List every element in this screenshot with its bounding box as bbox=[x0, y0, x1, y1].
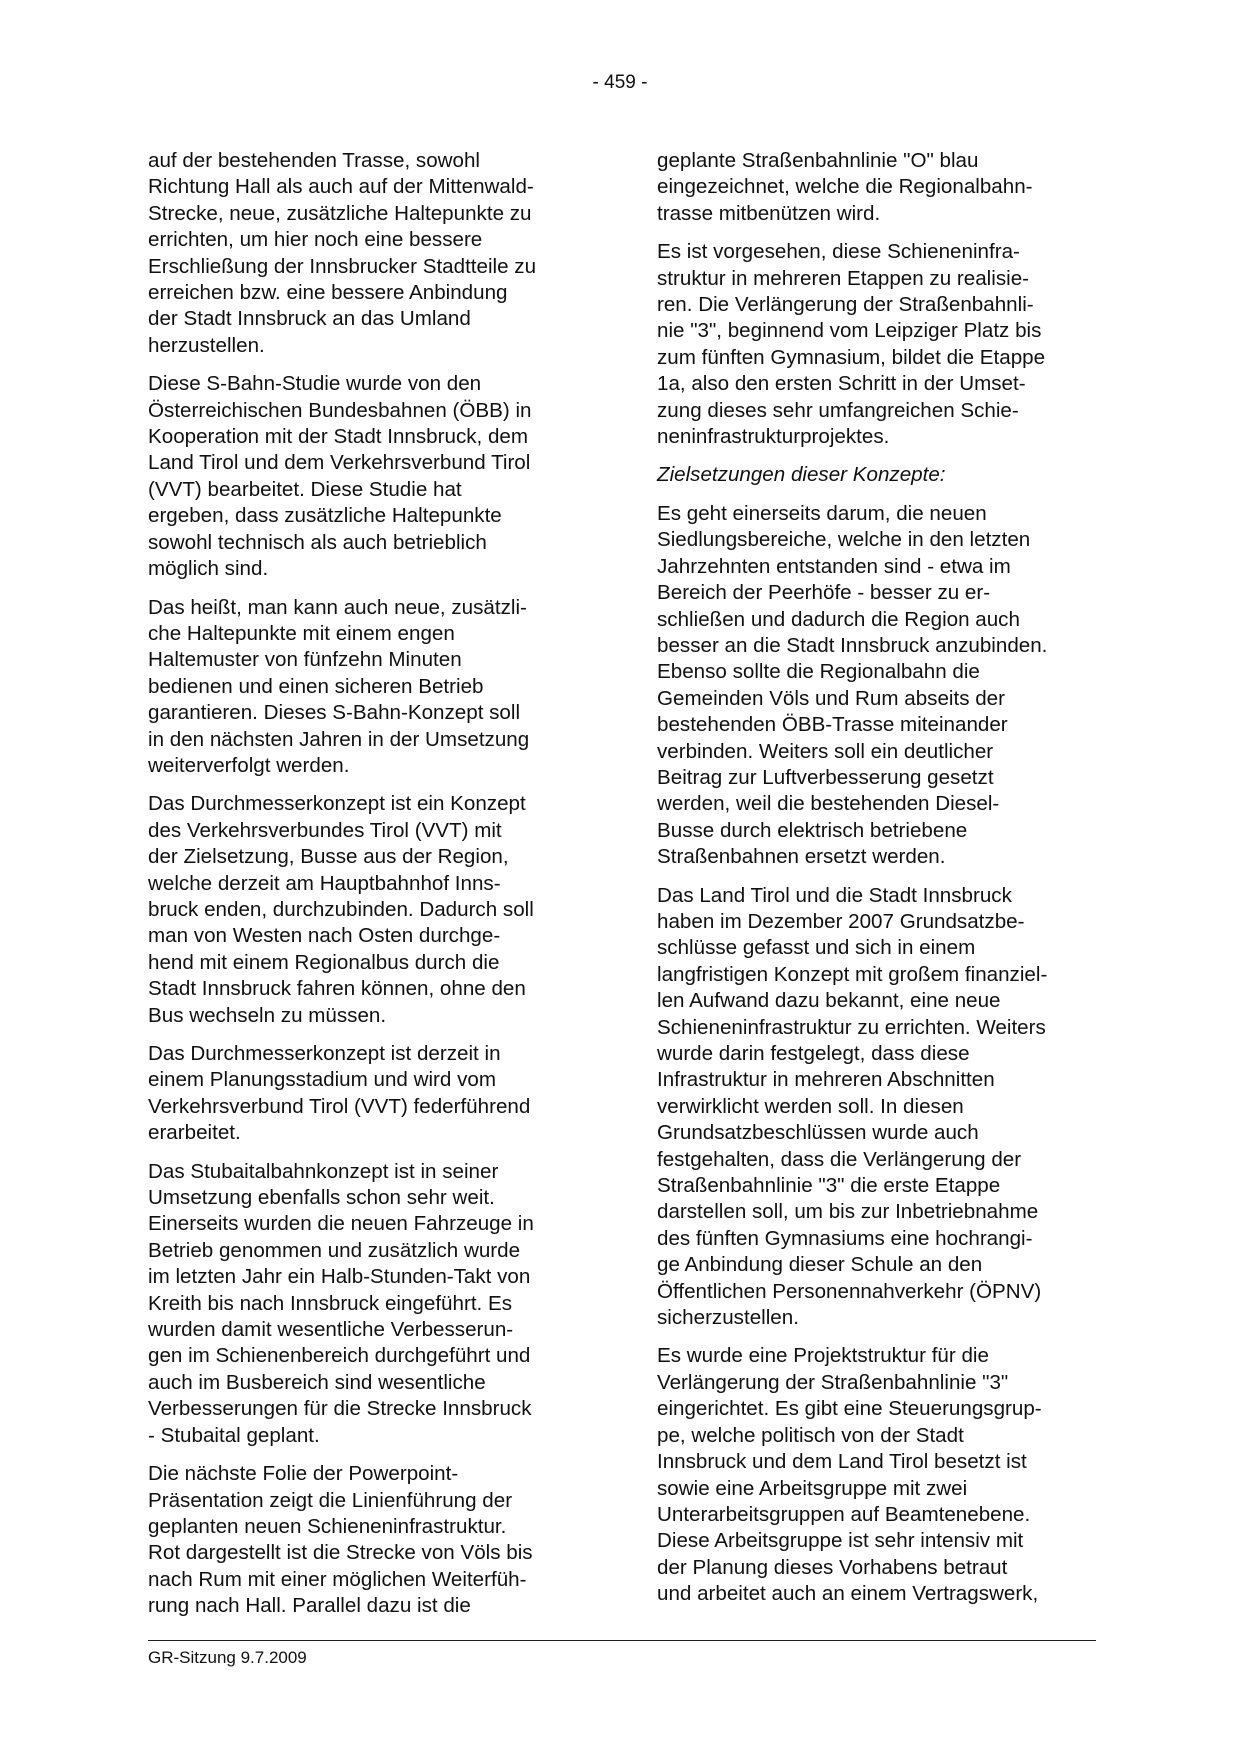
left-text-column bbox=[148, 148, 593, 1632]
text-line: 1a, also den ersten Schritt in der Umset- bbox=[657, 372, 1026, 396]
text-line: trasse mitbenützen wird. bbox=[657, 201, 881, 225]
text-line: Präsentation zeigt die Linienführung der bbox=[148, 1488, 513, 1512]
text-line: im letzten Jahr ein Halb-Stunden-Takt von bbox=[148, 1265, 531, 1289]
paragraph bbox=[148, 1041, 593, 1147]
footer-divider bbox=[148, 1640, 1096, 1641]
text-line: Busse durch elektrisch betriebene bbox=[657, 818, 968, 842]
text-line: Jahrzehnten entstanden sind - etwa im bbox=[657, 554, 1011, 578]
text-line: besser an die Stadt Innsbruck anzubinden. bbox=[657, 633, 1048, 657]
text-line: schließen und dadurch die Region auch bbox=[657, 607, 1020, 631]
text-line: wurde darin festgelegt, dass diese bbox=[657, 1042, 970, 1065]
text-line: Schieneninfrastruktur zu errichten. Weiters bbox=[657, 1015, 1046, 1039]
text-line: Grundsatzbeschlüssen wurde auch bbox=[657, 1121, 979, 1145]
text-line: wurden damit wesentliche Verbesserun- bbox=[148, 1318, 514, 1342]
text-line: Straßenbahnen ersetzt werden. bbox=[657, 845, 946, 869]
paragraph bbox=[657, 501, 1097, 871]
text-line: Verlängerung der Straßenbahnlinie "3" bbox=[657, 1370, 1009, 1394]
paragraph bbox=[657, 1343, 1097, 1607]
text-line: eingerichtet. Es gibt eine Steuerungsgrup- bbox=[657, 1397, 1042, 1421]
text-line: weiterverfolgt werden. bbox=[148, 753, 350, 777]
text-line: Öffentlichen Personennahverkehr (ÖPNV) bbox=[657, 1279, 1042, 1303]
text-line: Österreichischen Bundesbahnen (ÖBB) in bbox=[148, 398, 532, 422]
text-line: Die nächste Folie der Powerpoint- bbox=[148, 1462, 459, 1486]
paragraph bbox=[148, 1461, 593, 1619]
text-line: ge Anbindung dieser Schule an den bbox=[657, 1253, 983, 1277]
text-line: Es geht einerseits darum, die neuen bbox=[657, 501, 987, 525]
text-line: - Stubaital geplant. bbox=[148, 1423, 320, 1447]
text-line: erreichen bzw. eine bessere Anbindung bbox=[148, 281, 508, 305]
text-line: sicherzustellen. bbox=[657, 1306, 799, 1330]
text-line: Umsetzung ebenfalls schon sehr weit. bbox=[148, 1186, 495, 1210]
text-line: bruck enden, durchzubinden. Dadurch soll bbox=[148, 897, 534, 921]
text-line: che Haltepunkte mit einem engen bbox=[148, 621, 455, 645]
text-line: der Planung dieses Vorhabens betraut bbox=[657, 1555, 1008, 1579]
paragraph bbox=[657, 239, 1097, 450]
text-line: Das Durchmesserkonzept ist ein Konzept bbox=[148, 792, 526, 816]
text-line: eingezeichnet, welche die Regionalbahn- bbox=[657, 175, 1033, 199]
paragraph bbox=[657, 883, 1097, 1332]
text-line: Gemeinden Völs und Rum abseits der bbox=[657, 686, 1005, 710]
text-line: langfristigen Konzept mit großem finanziel- bbox=[657, 962, 1048, 986]
text-line: des fünften Gymnasiums eine hochrangi- bbox=[657, 1226, 1033, 1250]
paragraph bbox=[148, 148, 593, 359]
text-line: Rot dargestellt ist die Strecke von Völs bis bbox=[148, 1541, 533, 1565]
text-line: Verbesserungen für die Strecke Innsbruck bbox=[148, 1397, 532, 1421]
text-line: nie "3", beginnend vom Leipziger Platz bis bbox=[657, 319, 1042, 343]
text-line: Siedlungsbereiche, welche in den letzten bbox=[657, 528, 1031, 552]
text-line: Innsbruck und dem Land Tirol besetzt ist bbox=[657, 1450, 1027, 1474]
text-line: werden, weil die bestehenden Diesel- bbox=[657, 792, 1000, 816]
text-line: Bus wechseln zu müssen. bbox=[148, 1003, 387, 1027]
text-line: verwirklicht werden soll. In diesen bbox=[657, 1094, 964, 1118]
text-line: und arbeitet auch an einem Vertragswerk, bbox=[657, 1582, 1039, 1606]
text-line: auf der bestehenden Trasse, sowohl bbox=[148, 149, 481, 172]
text-line: zung dieses sehr umfangreichen Schie- bbox=[657, 398, 1019, 422]
text-line: sowohl technisch als auch betrieblich bbox=[148, 530, 487, 554]
text-line: struktur in mehreren Etappen zu realisie- bbox=[657, 266, 1030, 290]
text-line: bedienen und einen sicheren Betrieb bbox=[148, 674, 484, 698]
text-line: Es ist vorgesehen, diese Schieneninfra- bbox=[657, 240, 1020, 264]
text-line: geplanten neuen Schieneninfrastruktur. bbox=[148, 1514, 507, 1538]
text-line: der Stadt Innsbruck an das Umland bbox=[148, 307, 471, 331]
text-line: möglich sind. bbox=[148, 557, 269, 581]
text-line: herzustellen. bbox=[148, 333, 265, 357]
text-line: Erschließung der Innsbrucker Stadtteile zu bbox=[148, 254, 537, 278]
text-line: erarbeitet. bbox=[148, 1121, 241, 1145]
text-line: in den nächsten Jahren in der Umsetzung bbox=[148, 727, 530, 751]
text-line: Haltemuster von fünfzehn Minuten bbox=[148, 648, 462, 672]
text-line: rung nach Hall. Parallel dazu ist die bbox=[148, 1594, 471, 1618]
text-line: hend mit einem Regionalbus durch die bbox=[148, 950, 500, 974]
text-line: neninfrastrukturprojektes. bbox=[657, 425, 890, 449]
paragraph bbox=[148, 1159, 593, 1449]
text-line: (VVT) bearbeitet. Diese Studie hat bbox=[148, 477, 462, 501]
text-line: welche derzeit am Hauptbahnhof Inns- bbox=[148, 871, 501, 895]
text-line: Das heißt, man kann auch neue, zusätzli- bbox=[148, 595, 527, 619]
text-line: haben im Dezember 2007 Grundsatzbe- bbox=[657, 909, 1025, 933]
text-line: garantieren. Dieses S-Bahn-Konzept soll bbox=[148, 701, 521, 725]
text-line: Das Land Tirol und die Stadt Innsbruck bbox=[657, 883, 1012, 907]
text-line: Einerseits wurden die neuen Fahrzeuge in bbox=[148, 1212, 534, 1236]
text-line: Infrastruktur in mehreren Abschnitten bbox=[657, 1068, 995, 1092]
paragraph bbox=[148, 595, 593, 780]
text-line: Das Stubaitalbahnkonzept ist in seiner bbox=[148, 1159, 499, 1183]
text-line: auch im Busbereich sind wesentliche bbox=[148, 1370, 486, 1394]
text-line: bestehenden ÖBB-Trasse miteinander bbox=[657, 713, 1008, 737]
text-line: Richtung Hall als auch auf der Mittenwald- bbox=[148, 175, 534, 199]
text-line: Kooperation mit der Stadt Innsbruck, dem bbox=[148, 425, 529, 449]
right-text-column bbox=[657, 148, 1097, 1620]
text-line: sowie eine Arbeitsgruppe mit zwei bbox=[657, 1476, 968, 1500]
text-line: verbinden. Weiters soll ein deutlicher bbox=[657, 739, 994, 763]
page-number: - 459 - bbox=[592, 72, 648, 93]
text-line: Unterarbeitsgruppen auf Beamtenebene. bbox=[657, 1502, 1031, 1526]
text-line: Ebenso sollte die Regionalbahn die bbox=[657, 660, 980, 684]
text-line: festgehalten, dass die Verlängerung der bbox=[657, 1147, 1022, 1171]
text-line: darstellen soll, um bis zur Inbetriebnahme bbox=[657, 1200, 1039, 1224]
text-line: Diese S-Bahn-Studie wurde von den bbox=[148, 372, 482, 396]
text-line: Bereich der Peerhöfe - besser zu er- bbox=[657, 581, 991, 605]
text-line: der Zielsetzung, Busse aus der Region, bbox=[148, 845, 509, 869]
text-line: len Aufwand dazu bekannt, eine neue bbox=[657, 989, 1001, 1013]
text-line: des Verkehrsverbundes Tirol (VVT) mit bbox=[148, 818, 502, 842]
text-line: einem Planungsstadium und wird vom bbox=[148, 1068, 496, 1092]
text-line: errichten, um hier noch eine bessere bbox=[148, 228, 483, 252]
footer-session-label: GR-Sitzung 9.7.2009 bbox=[148, 1648, 307, 1667]
text-line: ergeben, dass zusätzliche Haltepunkte bbox=[148, 504, 502, 528]
text-line: Zielsetzungen dieser Konzepte: bbox=[657, 463, 946, 487]
text-line: Diese Arbeitsgruppe ist sehr intensiv mit bbox=[657, 1529, 1024, 1553]
text-line: nach Rum mit einer möglichen Weiterfüh- bbox=[148, 1567, 527, 1591]
text-line: Verkehrsverbund Tirol (VVT) federführend bbox=[148, 1094, 531, 1118]
text-line: ren. Die Verlängerung der Straßenbahnli- bbox=[657, 293, 1034, 317]
text-line: Strecke, neue, zusätzliche Haltepunkte zu bbox=[148, 201, 532, 225]
text-line: schlüsse gefasst und sich in einem bbox=[657, 936, 976, 960]
text-line: Es wurde eine Projektstruktur für die bbox=[657, 1344, 989, 1368]
text-line: Kreith bis nach Innsbruck eingeführt. Es bbox=[148, 1291, 513, 1315]
paragraph bbox=[657, 148, 1097, 227]
text-line: Land Tirol und dem Verkehrsverbund Tirol bbox=[148, 451, 531, 475]
text-line: geplante Straßenbahnlinie "O" blau bbox=[657, 149, 979, 172]
text-line: zum fünften Gymnasium, bildet die Etappe bbox=[657, 345, 1046, 369]
text-line: Stadt Innsbruck fahren können, ohne den bbox=[148, 977, 526, 1001]
text-line: Das Durchmesserkonzept ist derzeit in bbox=[148, 1042, 501, 1065]
section-heading bbox=[657, 462, 1097, 488]
text-line: Straßenbahnlinie "3" die erste Etappe bbox=[657, 1174, 1001, 1198]
text-line: gen im Schienenbereich durchgeführt und bbox=[148, 1344, 531, 1368]
paragraph bbox=[148, 791, 593, 1029]
text-line: man von Westen nach Osten durchge- bbox=[148, 924, 501, 948]
text-line: Beitrag zur Luftverbesserung gesetzt bbox=[657, 765, 994, 789]
text-line: pe, welche politisch von der Stadt bbox=[657, 1423, 964, 1447]
text-line: Betrieb genommen und zusätzlich wurde bbox=[148, 1238, 521, 1262]
paragraph bbox=[148, 371, 593, 582]
